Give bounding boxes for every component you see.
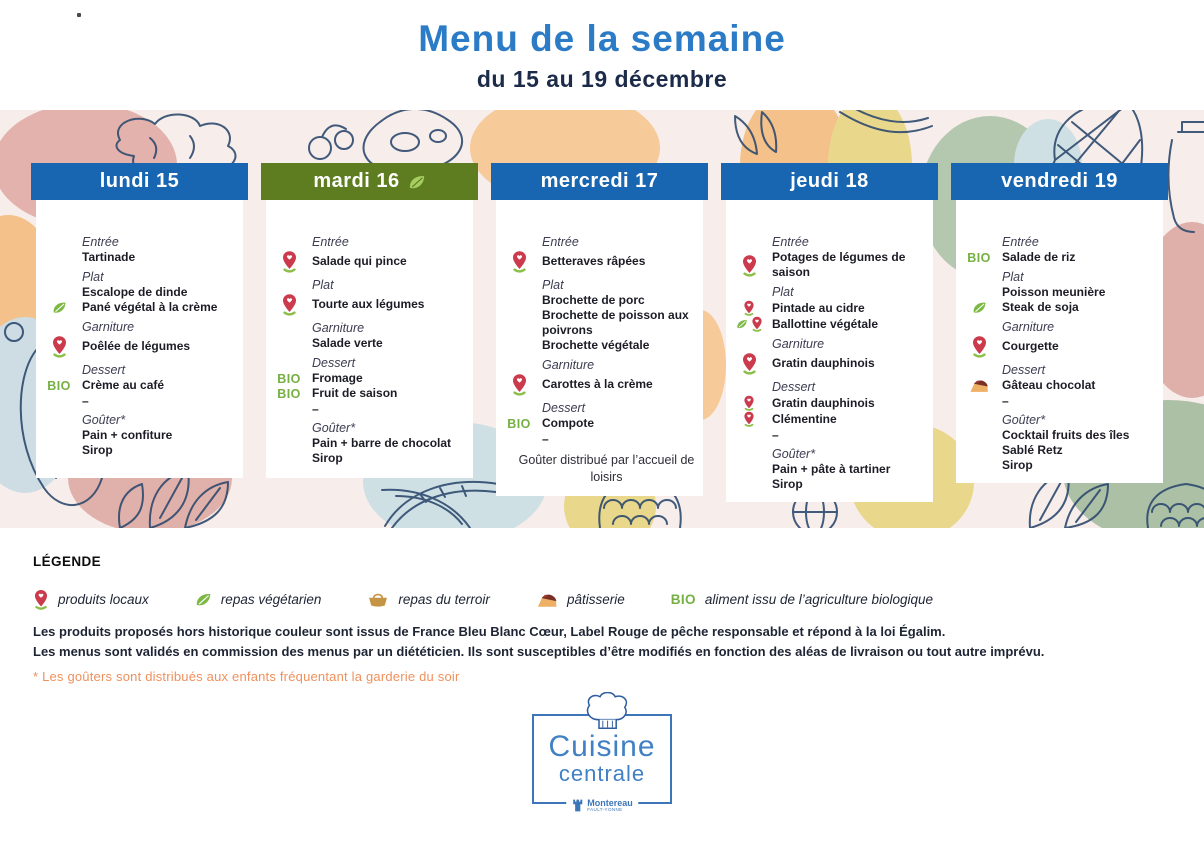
dash-text: – xyxy=(1002,394,1009,408)
menu-item-row xyxy=(956,443,1161,458)
basket-icon xyxy=(367,591,389,608)
label-text: Entrée xyxy=(312,235,349,249)
icon-gutter xyxy=(726,352,772,375)
item-text: Steak de soja xyxy=(1002,300,1079,314)
pin-icon xyxy=(743,411,755,427)
logo-word-cuisine: Cuisine xyxy=(548,730,656,763)
separator-row xyxy=(266,403,471,416)
menu-item-row xyxy=(266,386,471,401)
pin-icon xyxy=(33,589,49,610)
label-text: Garniture xyxy=(82,320,135,334)
menu-item-row xyxy=(726,477,931,492)
course-label-row xyxy=(496,278,701,293)
pin-icon xyxy=(741,254,758,277)
label-text: Dessert xyxy=(312,356,356,370)
label-text: Plat xyxy=(82,270,104,284)
separator-row xyxy=(956,395,1161,408)
pin-icon xyxy=(511,373,528,396)
item-text: Escalope de dinde xyxy=(82,285,188,299)
course-label-row xyxy=(496,401,701,416)
leaf-icon xyxy=(195,591,212,608)
icon-gutter xyxy=(266,372,312,386)
menu-item-row xyxy=(496,293,701,308)
day-column-mardi xyxy=(261,163,478,502)
bio-label: BIO xyxy=(670,592,696,607)
cuisine-centrale-logo xyxy=(532,714,672,812)
pin-icon xyxy=(281,293,298,316)
item-text: Fromage xyxy=(312,371,363,385)
footer-line-2: Les menus sont validés en commission des menus par un diététicien. Ils sont susceptibles d’être modifiés en fonction des aléas de livraison ou tout autre imprévu. xyxy=(33,644,1045,660)
dash-text: – xyxy=(312,402,319,416)
item-text: Sirop xyxy=(82,443,113,457)
leaf-icon xyxy=(408,173,426,191)
separator-row xyxy=(36,395,241,408)
day-header-mardi xyxy=(261,163,478,200)
course-label-row xyxy=(726,235,931,250)
menu-item-row xyxy=(266,250,471,273)
footer-line-1: Les produits proposés hors historique couleur sont issus de France Bleu Blanc Cœur, Label Rouge de pêche responsable et répond à la loi Égalim. xyxy=(33,624,946,639)
bio-label: BIO xyxy=(277,371,301,386)
menu-item-row xyxy=(496,373,701,396)
menu-item-row xyxy=(36,443,241,458)
icon-gutter xyxy=(956,300,1002,315)
label-text: Plat xyxy=(1002,270,1024,284)
course-label-row xyxy=(726,285,931,300)
course-label-row xyxy=(266,321,471,336)
item-text: Clémentine xyxy=(772,411,837,426)
item-text: Tourte aux légumes xyxy=(312,297,425,311)
legend-item-basket xyxy=(367,591,490,608)
bio-label: BIO xyxy=(47,378,71,393)
item-text: Fruit de saison xyxy=(312,386,398,400)
page-subtitle: du 15 au 19 décembre xyxy=(476,66,728,92)
menu-item-row xyxy=(266,371,471,386)
item-text: Salade de riz xyxy=(1002,250,1076,264)
course-label-row xyxy=(726,380,931,395)
leaf-icon xyxy=(52,300,67,315)
note-row xyxy=(496,450,701,486)
menu-item-row xyxy=(956,285,1161,300)
course-label-row xyxy=(266,356,471,371)
item-text: Cocktail fruits des îles xyxy=(1002,428,1130,442)
day-header-mercredi xyxy=(491,163,708,200)
pin-icon xyxy=(51,335,68,358)
item-text: Poêlée de légumes xyxy=(82,339,191,353)
gouter-footnote: * Les goûters sont distribués aux enfants fréquentant la garderie du soir xyxy=(33,669,460,685)
day-header-vendredi xyxy=(951,163,1168,200)
separator-row xyxy=(726,429,931,442)
separator-row xyxy=(496,433,701,446)
bio-label: BIO xyxy=(507,416,531,431)
item-text: Compote xyxy=(542,416,594,430)
menu-item-row xyxy=(266,336,471,351)
icon-gutter xyxy=(726,316,772,332)
item-text: Brochette de poisson aux poivrons xyxy=(542,308,689,337)
course-label-row xyxy=(496,358,701,373)
label-text: Garniture xyxy=(772,337,825,351)
course-label-row xyxy=(956,235,1161,250)
pin-icon xyxy=(751,316,763,332)
legend-label: pâtisserie xyxy=(566,592,625,607)
icon-gutter xyxy=(956,335,1002,358)
print-artifact-dot xyxy=(77,13,81,17)
label-text: Entrée xyxy=(82,235,119,249)
item-text: Pintade au cidre xyxy=(772,300,865,315)
item-text: Carottes à la crème xyxy=(542,377,653,391)
day-header-label: mercredi 17 xyxy=(540,170,659,192)
menu-item-row xyxy=(956,458,1161,473)
legend-item-cake xyxy=(536,592,625,608)
legend-label: repas végétarien xyxy=(220,592,322,607)
icon-gutter xyxy=(956,251,1002,265)
city-mark xyxy=(566,798,638,813)
course-label-row xyxy=(496,235,701,250)
day-header-label: lundi 15 xyxy=(99,170,180,192)
course-label-row xyxy=(36,270,241,285)
menu-item-row xyxy=(726,462,931,477)
menu-item-row xyxy=(36,250,241,265)
menu-item-row xyxy=(36,378,241,393)
icon-gutter xyxy=(726,300,772,316)
menu-item-row xyxy=(956,378,1161,393)
label-text: Dessert xyxy=(82,363,126,377)
pin-icon xyxy=(511,250,528,273)
menu-item-row xyxy=(266,436,471,451)
pin-icon xyxy=(743,300,755,316)
label-text: Plat xyxy=(542,278,564,292)
city-name: Montereau xyxy=(587,797,633,808)
course-label-row xyxy=(266,278,471,293)
icon-gutter xyxy=(726,254,772,277)
item-text: Betteraves râpées xyxy=(542,254,646,268)
item-text: Sablé Retz xyxy=(1002,443,1063,457)
icon-gutter xyxy=(496,373,542,396)
label-text: Entrée xyxy=(772,235,809,249)
pin-icon xyxy=(971,335,988,358)
menu-item-row xyxy=(726,352,931,375)
course-label-row xyxy=(266,421,471,436)
item-text: Gâteau chocolat xyxy=(1002,378,1096,392)
legend-label: repas du terroir xyxy=(398,592,490,607)
course-label-row xyxy=(36,320,241,335)
menu-item-row xyxy=(266,451,471,466)
logo-word-centrale: centrale xyxy=(558,761,646,786)
course-label-row xyxy=(36,363,241,378)
item-text: Pain + confiture xyxy=(82,428,173,442)
menu-item-row xyxy=(726,250,931,280)
legend-title: LÉGENDE xyxy=(33,554,102,569)
label-text: Dessert xyxy=(772,380,816,394)
icon-gutter xyxy=(726,395,772,411)
cake-icon xyxy=(536,592,558,608)
icon-gutter xyxy=(496,417,542,431)
menu-item-row xyxy=(266,293,471,316)
course-label-row xyxy=(956,270,1161,285)
icon-gutter xyxy=(36,300,82,315)
item-text: Salade verte xyxy=(312,336,383,350)
item-text: Pané végétal à la crème xyxy=(82,300,218,314)
pin-icon xyxy=(743,395,755,411)
legend-item-pin xyxy=(33,589,149,610)
label-text: Plat xyxy=(772,285,794,299)
city-subname: FAULT-YONNE xyxy=(587,806,623,812)
label-text: Garniture xyxy=(542,358,595,372)
item-text: Ballottine végétale xyxy=(772,316,879,331)
item-text: Sirop xyxy=(312,451,343,465)
course-label-row xyxy=(726,337,931,352)
item-text: Potages de légumes de saison xyxy=(772,250,906,279)
label-text: Dessert xyxy=(1002,363,1046,377)
icon-gutter xyxy=(726,411,772,427)
day-column-lundi xyxy=(31,163,248,502)
label-text: Goûter* xyxy=(1002,413,1046,427)
item-text: Salade qui pince xyxy=(312,254,407,268)
note-text: Goûter distribué par l’accueil de loisirs xyxy=(518,453,695,484)
menu-item-row xyxy=(726,411,931,427)
label-text: Entrée xyxy=(1002,235,1039,249)
item-text: Pain + barre de chocolat xyxy=(312,436,452,450)
day-column-mercredi xyxy=(491,163,708,502)
item-text: Crème au café xyxy=(82,378,165,392)
menu-item-row xyxy=(956,335,1161,358)
day-card-mercredi xyxy=(496,200,703,496)
day-column-vendredi xyxy=(951,163,1168,502)
label-text: Plat xyxy=(312,278,334,292)
legend-item-leaf xyxy=(195,591,322,608)
menu-item-row xyxy=(956,250,1161,265)
course-label-row xyxy=(36,413,241,428)
menu-item-row xyxy=(36,285,241,300)
item-text: Sirop xyxy=(772,477,803,491)
dash-text: – xyxy=(772,428,779,442)
menu-item-row xyxy=(496,338,701,353)
course-label-row xyxy=(36,235,241,250)
label-text: Dessert xyxy=(542,401,586,415)
item-text: Gratin dauphinois xyxy=(772,356,875,370)
label-text: Garniture xyxy=(1002,320,1055,334)
pin-icon xyxy=(281,250,298,273)
label-text: Entrée xyxy=(542,235,579,249)
icon-gutter xyxy=(496,250,542,273)
day-column-jeudi xyxy=(721,163,938,502)
label-text: Goûter* xyxy=(772,447,816,461)
course-label-row xyxy=(956,320,1161,335)
bio-label: BIO xyxy=(967,250,991,265)
menu-item-row xyxy=(726,316,931,332)
legend xyxy=(33,554,1193,610)
day-card-lundi xyxy=(36,200,243,478)
page-title: Menu de la semaine xyxy=(418,18,786,59)
icon-gutter xyxy=(266,387,312,401)
legend-items xyxy=(33,589,1193,610)
day-header-label: jeudi 18 xyxy=(790,170,869,192)
legend-item-bio xyxy=(671,592,933,607)
day-header-label: mardi 16 xyxy=(313,170,400,192)
menu-item-row xyxy=(726,395,931,411)
menu-item-row xyxy=(956,428,1161,443)
item-text: Brochette végétale xyxy=(542,338,650,352)
chef-hat-icon xyxy=(578,692,636,734)
label-text: Goûter* xyxy=(312,421,356,435)
menu-item-row xyxy=(496,250,701,273)
item-text: Courgette xyxy=(1002,339,1059,353)
day-header-label: vendredi 19 xyxy=(1001,170,1118,192)
cake-icon xyxy=(969,378,989,393)
menu-item-row xyxy=(956,300,1161,315)
day-header-lundi xyxy=(31,163,248,200)
footer xyxy=(33,622,1198,684)
day-card-vendredi xyxy=(956,200,1163,483)
item-text: Tartinade xyxy=(82,250,136,264)
dash-text: – xyxy=(82,394,89,408)
legend-label: aliment issu de l’agriculture biologique xyxy=(704,592,934,607)
label-text: Garniture xyxy=(312,321,365,335)
item-text: Pain + pâte à tartiner xyxy=(772,462,891,476)
day-header-jeudi xyxy=(721,163,938,200)
course-label-row xyxy=(266,235,471,250)
leaf-icon xyxy=(972,300,987,315)
item-text: Gratin dauphinois xyxy=(772,395,875,410)
label-text: Goûter* xyxy=(82,413,126,427)
menu-item-row xyxy=(726,300,931,316)
menu-item-row xyxy=(36,300,241,315)
menu-item-row xyxy=(36,335,241,358)
menu-item-row xyxy=(496,416,701,431)
icon-gutter xyxy=(36,335,82,358)
menu-item-row xyxy=(36,428,241,443)
icon-gutter xyxy=(266,293,312,316)
course-label-row xyxy=(956,413,1161,428)
course-label-row xyxy=(956,363,1161,378)
dash-text: – xyxy=(542,432,549,446)
legend-label: produits locaux xyxy=(58,592,149,607)
icon-gutter xyxy=(36,379,82,393)
item-text: Brochette de porc xyxy=(542,293,645,307)
city-crest-icon xyxy=(571,798,584,813)
item-text: Poisson meunière xyxy=(1002,285,1106,299)
menu-item-row xyxy=(496,308,701,338)
days-row xyxy=(31,163,1168,502)
icon-gutter xyxy=(266,250,312,273)
bio-label: BIO xyxy=(277,386,301,401)
icon-gutter xyxy=(956,378,1002,393)
leaf-icon xyxy=(736,318,748,330)
day-card-jeudi xyxy=(726,200,933,502)
item-text: Sirop xyxy=(1002,458,1033,472)
day-card-mardi xyxy=(266,200,473,478)
pin-icon xyxy=(741,352,758,375)
course-label-row xyxy=(726,447,931,462)
